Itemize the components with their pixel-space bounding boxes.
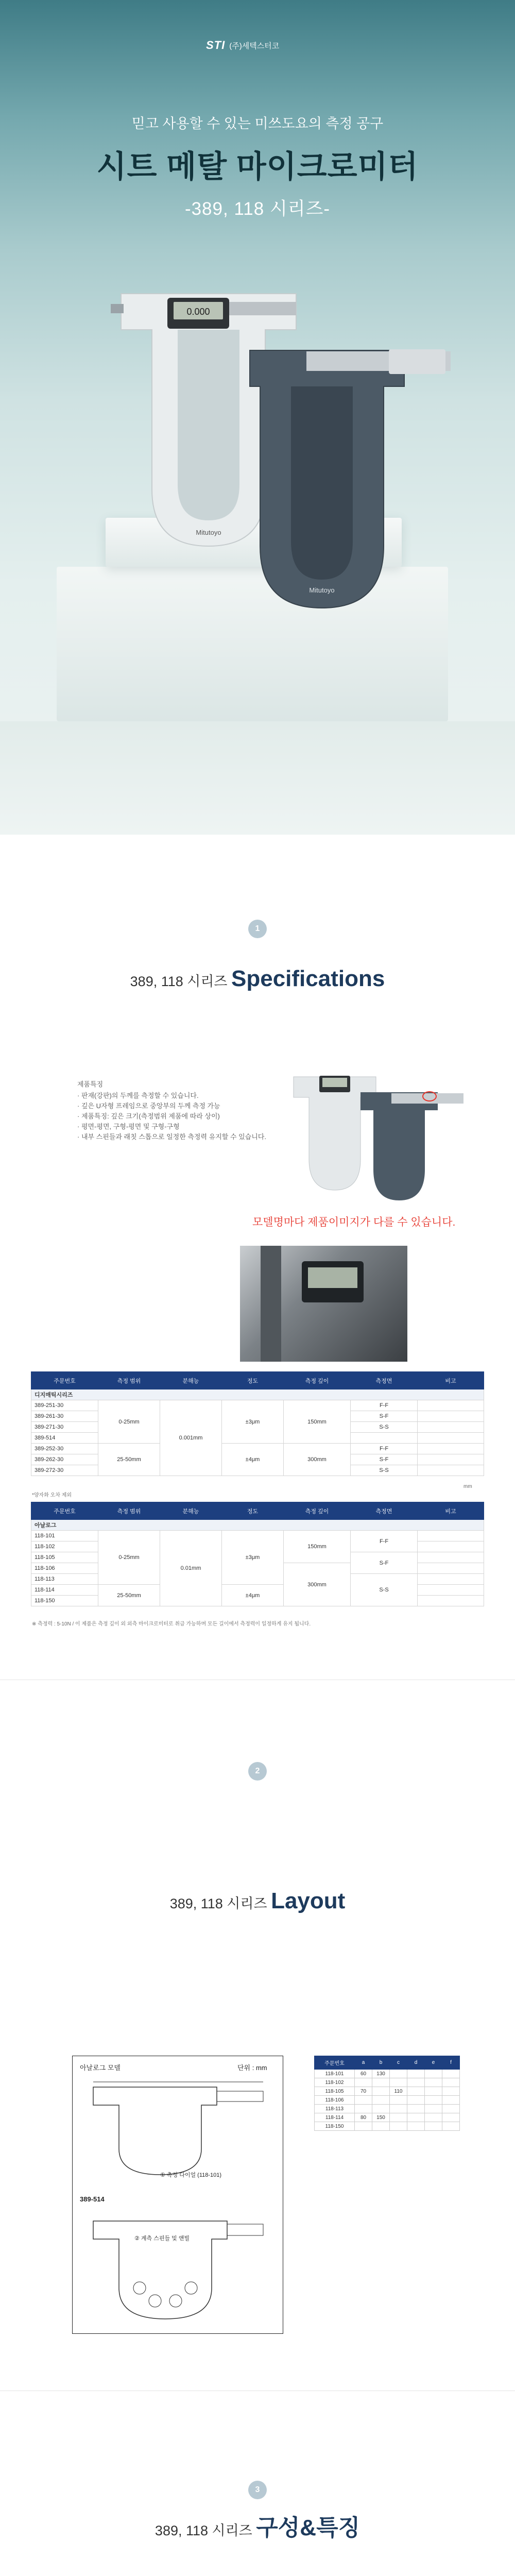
table-cell: 130 bbox=[372, 2070, 390, 2078]
brand-label-light: Mitutoyo bbox=[196, 529, 221, 536]
pedestal-front bbox=[0, 721, 515, 835]
table-cell: 0-25mm bbox=[98, 1400, 160, 1444]
dark-micrometer-image bbox=[234, 345, 456, 618]
table-cell: 300mm bbox=[284, 1563, 351, 1606]
table-cell bbox=[407, 2070, 425, 2078]
table-row bbox=[315, 2070, 460, 2078]
table-cell: 25-50mm bbox=[98, 1585, 160, 1606]
table-cell bbox=[418, 1563, 484, 1574]
table-cell bbox=[418, 1400, 484, 1411]
table-cell bbox=[390, 2070, 407, 2078]
table-header: a bbox=[355, 2056, 372, 2070]
layout-model-label: 아날로그 모델 bbox=[80, 2064, 121, 2072]
hero-tagline: 믿고 사용할 수 있는 미쓰도요의 측정 공구 bbox=[131, 116, 384, 131]
table-cell: 118-101 bbox=[31, 1531, 98, 1541]
section-title-prefix: 389, 118 시리즈 bbox=[169, 1896, 267, 1911]
table-header: 측정 깊이 bbox=[284, 1502, 351, 1520]
logo-mark: STI bbox=[206, 39, 226, 52]
feature-item: · 내부 스핀들과 래칫 스톱으로 일정한 측정력 유지할 수 있습니다. bbox=[77, 1133, 266, 1141]
table-group-label: 아날로그 bbox=[31, 1520, 484, 1531]
table-cell bbox=[390, 2122, 407, 2131]
table-cell: 150mm bbox=[284, 1400, 351, 1444]
hero-series: -389, 118 시리즈- bbox=[184, 199, 331, 219]
table-header: 주문번호 bbox=[31, 1502, 98, 1520]
table-cell bbox=[425, 2105, 442, 2113]
table-cell bbox=[418, 1596, 484, 1606]
table-cell bbox=[418, 1454, 484, 1465]
table-cell: 70 bbox=[355, 2087, 372, 2096]
table-header: 측정면 bbox=[351, 1372, 418, 1389]
table-cell: S-S bbox=[351, 1574, 418, 1606]
section-title-prefix: 389, 118 시리즈 bbox=[130, 974, 228, 989]
table-cell bbox=[418, 1531, 484, 1541]
table-cell bbox=[425, 2087, 442, 2096]
table-cell: ±3μm bbox=[222, 1531, 284, 1585]
section-title-main: Layout bbox=[271, 1888, 346, 1913]
table-row bbox=[315, 2113, 460, 2122]
table-cell: 118-106 bbox=[31, 1563, 98, 1574]
model-image-note: 모델명마다 제품이미지가 다를 수 있습니다. bbox=[252, 1216, 456, 1228]
table-cell: 389-271-30 bbox=[31, 1422, 98, 1433]
table-cell: 25-50mm bbox=[98, 1444, 160, 1476]
table-header: 측정 범위 bbox=[98, 1502, 160, 1520]
table-cell bbox=[442, 2096, 460, 2105]
spec-table-analog bbox=[31, 1502, 484, 1606]
table-cell bbox=[418, 1433, 484, 1444]
feature-item: · 판재(강판)의 두께를 측정할 수 있습니다. bbox=[77, 1092, 199, 1099]
layout-drawing-box bbox=[72, 2056, 283, 2334]
table-row bbox=[315, 2122, 460, 2131]
table-cell bbox=[372, 2087, 390, 2096]
table-cell bbox=[372, 2105, 390, 2113]
section-title-main: Specifications bbox=[231, 966, 385, 991]
table-footnote: *양자화 오차 제외 bbox=[32, 1493, 72, 1498]
table-cell: 389-272-30 bbox=[31, 1465, 98, 1476]
table-cell: 118-114 bbox=[315, 2113, 355, 2122]
table-cell bbox=[372, 2096, 390, 2105]
table-cell bbox=[442, 2070, 460, 2078]
callout-dial: ① 측정 다이얼 (118-101) bbox=[160, 2172, 222, 2178]
company-logo bbox=[206, 39, 279, 52]
table-header: 측정 범위 bbox=[98, 1372, 160, 1389]
table-cell bbox=[407, 2087, 425, 2096]
layout-model-389: 389-514 bbox=[80, 2195, 105, 2203]
table-cell: 389-262-30 bbox=[31, 1454, 98, 1465]
table-cell bbox=[355, 2096, 372, 2105]
table-cell bbox=[390, 2105, 407, 2113]
table-cell: 118-113 bbox=[31, 1574, 98, 1585]
table-cell bbox=[418, 1552, 484, 1563]
table-cell bbox=[418, 1422, 484, 1433]
table-row bbox=[315, 2078, 460, 2087]
table-cell: F-F bbox=[351, 1531, 418, 1552]
section-title-specifications bbox=[0, 966, 515, 992]
table-cell bbox=[390, 2096, 407, 2105]
table-cell: S-F bbox=[351, 1411, 418, 1422]
table-cell: 150mm bbox=[284, 1531, 351, 1563]
red-badge-icon bbox=[422, 1091, 437, 1101]
table-cell: ±4μm bbox=[222, 1444, 284, 1476]
section-title-composition bbox=[0, 2509, 515, 2542]
table-cell bbox=[418, 1411, 484, 1422]
table-cell: 150 bbox=[372, 2113, 390, 2122]
brand-label-dark: Mitutoyo bbox=[309, 586, 335, 594]
section-title-layout bbox=[0, 1888, 515, 1914]
table-header: d bbox=[407, 2056, 425, 2070]
table-cell bbox=[390, 2113, 407, 2122]
table-cell bbox=[425, 2122, 442, 2131]
table-cell: 118-102 bbox=[315, 2078, 355, 2087]
table-cell: F-F bbox=[351, 1400, 418, 1411]
table-cell bbox=[390, 2078, 407, 2087]
table-cell bbox=[372, 2122, 390, 2131]
table-cell bbox=[355, 2122, 372, 2131]
table-cell: 118-105 bbox=[31, 1552, 98, 1563]
table-cell: 110 bbox=[390, 2087, 407, 2096]
feature-item: · 깊은 U자형 프레임으로 중앙부의 두께 측정 가능 bbox=[77, 1102, 220, 1110]
table-cell: ±4μm bbox=[222, 1585, 284, 1606]
table-cell bbox=[407, 2122, 425, 2131]
table-cell bbox=[355, 2105, 372, 2113]
table-header: 측정 깊이 bbox=[284, 1372, 351, 1389]
table-row bbox=[315, 2087, 460, 2096]
table-row bbox=[315, 2105, 460, 2113]
table-cell bbox=[418, 1465, 484, 1476]
table-cell: S-S bbox=[351, 1465, 418, 1476]
table-cell: 389-261-30 bbox=[31, 1411, 98, 1422]
table-cell bbox=[418, 1541, 484, 1552]
table-cell: 0-25mm bbox=[98, 1531, 160, 1585]
table-cell bbox=[425, 2078, 442, 2087]
table-footnote: ※ 측정력 : 5-10N / 이 제품은 측정 깊이 외 외측 마이크로미터로 취급 가능하며 모든 길이에서 측정력이 일정하게 유지 됩니다. bbox=[32, 1621, 311, 1627]
table-cell bbox=[372, 2078, 390, 2087]
table-header: f bbox=[442, 2056, 460, 2070]
table-cell bbox=[418, 1444, 484, 1454]
table-cell: 0.01mm bbox=[160, 1531, 222, 1606]
table-header: 측정면 bbox=[351, 1502, 418, 1520]
table-cell bbox=[351, 1433, 418, 1444]
table-header: c bbox=[390, 2056, 407, 2070]
section-number-badge: 1 bbox=[248, 920, 267, 938]
table-unit: mm bbox=[464, 1484, 472, 1489]
table-cell bbox=[407, 2113, 425, 2122]
table-header: 주문번호 bbox=[315, 2056, 355, 2070]
table-cell: S-S bbox=[351, 1422, 418, 1433]
spec-table-digital bbox=[31, 1371, 484, 1476]
table-cell bbox=[442, 2105, 460, 2113]
table-row bbox=[31, 1444, 484, 1454]
table-cell: S-F bbox=[351, 1552, 418, 1574]
table-cell bbox=[355, 2078, 372, 2087]
table-header: e bbox=[425, 2056, 442, 2070]
table-row bbox=[315, 2096, 460, 2105]
table-cell: 0.001mm bbox=[160, 1400, 222, 1476]
dimension-table bbox=[314, 2056, 460, 2131]
table-cell: 118-114 bbox=[31, 1585, 98, 1596]
table-cell: 118-105 bbox=[315, 2087, 355, 2096]
table-cell: 80 bbox=[355, 2113, 372, 2122]
table-cell bbox=[442, 2122, 460, 2131]
table-cell bbox=[407, 2105, 425, 2113]
table-header: 주문번호 bbox=[31, 1372, 98, 1389]
hero-title: 시트 메탈 마이크로미터 bbox=[96, 149, 419, 184]
table-cell: 60 bbox=[355, 2070, 372, 2078]
drawing-389 bbox=[83, 2211, 273, 2327]
table-row bbox=[31, 1400, 484, 1411]
table-cell bbox=[407, 2096, 425, 2105]
table-cell: ±3μm bbox=[222, 1400, 284, 1444]
lcd-reading: 0.000 bbox=[186, 307, 210, 317]
table-cell bbox=[442, 2078, 460, 2087]
table-cell bbox=[425, 2096, 442, 2105]
table-header: 분해능 bbox=[160, 1372, 222, 1389]
callout-spindle: ② 계측 스핀들 및 앤빌 bbox=[134, 2235, 190, 2242]
table-cell bbox=[425, 2113, 442, 2122]
table-cell bbox=[442, 2113, 460, 2122]
layout-unit: 단위 : mm bbox=[237, 2064, 267, 2072]
drawing-118 bbox=[83, 2077, 273, 2180]
usage-photo bbox=[240, 1246, 407, 1362]
section-number-badge: 2 bbox=[248, 1762, 267, 1781]
feature-list bbox=[77, 1079, 266, 1142]
table-cell: F-F bbox=[351, 1444, 418, 1454]
table-header: 비고 bbox=[418, 1502, 484, 1520]
table-header: 비고 bbox=[418, 1372, 484, 1389]
feature-heading: 제품특징 bbox=[77, 1080, 104, 1088]
hero-banner bbox=[0, 0, 515, 835]
table-cell bbox=[418, 1574, 484, 1585]
table-cell: 389-252-30 bbox=[31, 1444, 98, 1454]
section-number-badge: 3 bbox=[248, 2481, 267, 2499]
section-title-main: 구성&특징 bbox=[256, 2515, 360, 2540]
table-header: 정도 bbox=[222, 1502, 284, 1520]
table-cell: 389-514 bbox=[31, 1433, 98, 1444]
section-title-prefix: 389, 118 시리즈 bbox=[154, 2523, 252, 2538]
table-cell: 118-101 bbox=[315, 2070, 355, 2078]
table-cell bbox=[418, 1585, 484, 1596]
table-cell bbox=[442, 2087, 460, 2096]
company-name: (주)세텍스터코 bbox=[229, 41, 280, 50]
table-cell: 118-150 bbox=[315, 2122, 355, 2131]
table-row bbox=[31, 1531, 484, 1541]
table-cell: 118-106 bbox=[315, 2096, 355, 2105]
spec-product-image-dark bbox=[355, 1087, 469, 1206]
table-header: 정도 bbox=[222, 1372, 284, 1389]
table-cell: 118-102 bbox=[31, 1541, 98, 1552]
table-cell: 118-150 bbox=[31, 1596, 98, 1606]
table-header: 분해능 bbox=[160, 1502, 222, 1520]
table-header: b bbox=[372, 2056, 390, 2070]
feature-item: · 평면-평면, 구형-평면 및 구형-구형 bbox=[77, 1123, 180, 1130]
feature-item: · 제품특징: 깊은 크기(측정범위 제품에 따라 상이) bbox=[77, 1112, 220, 1120]
table-group-label: 디지매틱시리즈 bbox=[31, 1389, 484, 1400]
table-cell bbox=[407, 2078, 425, 2087]
table-cell: 389-251-30 bbox=[31, 1400, 98, 1411]
table-cell bbox=[425, 2070, 442, 2078]
table-cell: S-F bbox=[351, 1454, 418, 1465]
table-cell: 118-113 bbox=[315, 2105, 355, 2113]
table-cell: 300mm bbox=[284, 1444, 351, 1476]
